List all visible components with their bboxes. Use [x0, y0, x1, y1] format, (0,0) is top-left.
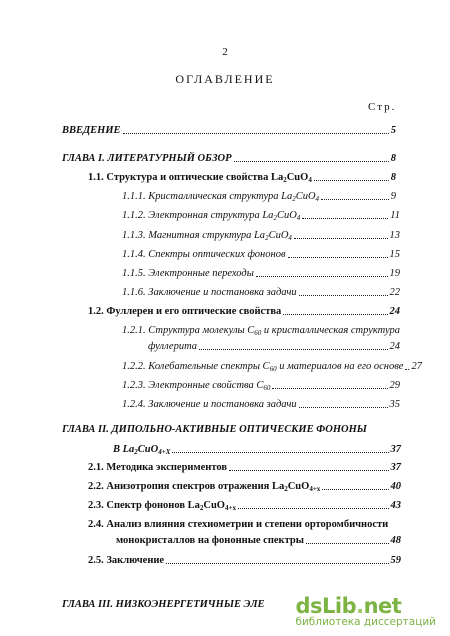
- toc-page: 59: [390, 555, 401, 566]
- toc-entry-chapter-1[interactable]: [62, 152, 396, 165]
- dslib-logo: dsLib.net: [295, 594, 402, 618]
- leader-dots: [321, 199, 389, 200]
- leader-dots: [322, 489, 388, 490]
- page-column-header: Стр.: [368, 101, 397, 113]
- toc-entry-1-1-1[interactable]: [122, 190, 396, 203]
- toc-page: 19: [389, 268, 400, 279]
- toc-page: 9: [390, 191, 396, 202]
- toc-entry-2-5[interactable]: [88, 554, 401, 567]
- toc-entry-1-1-3[interactable]: [122, 229, 400, 242]
- toc-entry-1-2-3[interactable]: [122, 379, 400, 392]
- toc-page: 24: [389, 306, 400, 317]
- leader-dots: [405, 369, 409, 370]
- leader-dots: [299, 407, 388, 408]
- leader-dots: [256, 276, 388, 277]
- leader-dots: [306, 543, 389, 544]
- toc-page: 37: [390, 462, 401, 473]
- watermark-tagline: библиотека диссертаций: [295, 616, 436, 628]
- toc-entry-2-2[interactable]: [88, 480, 401, 493]
- toc-label: 1.2.2. Колебательные спектры $С_{60}$ и материалов на его основе: [122, 361, 404, 373]
- toc-page: 15: [389, 249, 400, 260]
- leader-dots: [123, 133, 389, 134]
- toc-label: 1.2. Фуллерен и его оптические свойства: [88, 306, 282, 317]
- toc-entry-chapter-2[interactable]: [113, 443, 401, 456]
- toc-label: 2.5. Заключение: [88, 555, 165, 566]
- leader-dots: [288, 257, 388, 258]
- toc-page: 37: [390, 444, 401, 455]
- toc-entry-1-2-1[interactable]: [148, 340, 400, 353]
- toc-page: 35: [389, 399, 400, 410]
- leader-dots: [199, 349, 387, 350]
- dslib-watermark: [295, 594, 436, 628]
- toc-page: 40: [390, 481, 401, 492]
- toc-page: 5: [390, 125, 396, 136]
- toc-entry-1-1-5[interactable]: [122, 267, 400, 280]
- leader-dots: [299, 295, 388, 296]
- toc-entry-1-1-2[interactable]: [122, 209, 400, 222]
- toc-label: 1.2.3. Электронные свойства $С_{60}$: [122, 380, 271, 392]
- toc-label: 2.2. Анизотропия спектров отражения $La_2CuO_{4+x}$: [88, 481, 321, 493]
- toc-label: 1.1.3. Магнитная структура $La_2CuO_4$: [122, 230, 292, 242]
- toc-label: 1.1.2. Электронная структура $La_2CuO_4$: [122, 210, 301, 222]
- toc-label: фуллерита: [148, 341, 198, 352]
- toc-label: 1.1.4. Спектры оптических фононов: [122, 249, 286, 260]
- toc-entry-1-1-4[interactable]: [122, 248, 400, 261]
- toc-page: 29: [389, 380, 400, 391]
- leader-dots: [166, 563, 388, 564]
- leader-dots: [314, 180, 389, 181]
- toc-page: 43: [390, 500, 401, 511]
- toc-title: ОГЛАВЛЕНИЕ: [175, 72, 275, 86]
- toc-page: 13: [389, 230, 400, 241]
- toc-entry-1-1-6[interactable]: [122, 286, 400, 299]
- toc-entry-1-1[interactable]: [88, 171, 396, 184]
- toc-entry-2-1[interactable]: [88, 461, 401, 474]
- toc-entry-2-4[interactable]: [116, 534, 401, 547]
- toc-label: 1.1.1. Кристаллическая структура $La_2CuO_4$: [122, 191, 320, 203]
- toc-entry-chapter-2-line1[interactable]: ГЛАВА II. ДИПОЛЬНО-АКТИВНЫЕ ОПТИЧЕСКИЕ ФОНОНЫ: [62, 424, 367, 435]
- leader-dots: [302, 218, 388, 219]
- toc-entry-1-2[interactable]: [88, 305, 400, 318]
- toc-label: монокристаллов на фононные спектры: [116, 535, 304, 546]
- toc-page: 48: [390, 535, 401, 546]
- leader-dots: [238, 508, 389, 509]
- leader-dots: [283, 314, 387, 315]
- toc-page: 11: [390, 210, 400, 221]
- toc-label: В $La_2CuO_{4+X}$: [113, 444, 171, 456]
- toc-entry-1-2-2[interactable]: [122, 360, 422, 373]
- leader-dots: [234, 161, 389, 162]
- toc-entry-2-4-line1[interactable]: 2.4. Анализ влияния стехиометрии и степени орторомбичности: [88, 519, 389, 530]
- toc-page: 8: [390, 153, 396, 164]
- toc-label: 1.1.6. Заключение и постановка задачи: [122, 287, 297, 298]
- toc-label: 1.1.5. Электронные переходы: [122, 268, 254, 279]
- toc-label: ГЛАВА I. ЛИТЕРАТУРНЫЙ ОБЗОР: [62, 153, 232, 164]
- toc-page: 27: [411, 361, 422, 372]
- toc-entry-intro[interactable]: [62, 124, 396, 137]
- toc-entry-chapter-3[interactable]: ГЛАВА III. НИЗКОЭНЕРГЕТИЧНЫЕ ЭЛЕ: [62, 599, 265, 610]
- toc-label: 2.1. Методика экспериментов: [88, 462, 228, 473]
- toc-entry-1-2-1-line1[interactable]: 1.2.1. Структура молекулы $С_{60}$ и кристаллическая структура: [122, 325, 400, 337]
- page-number: 2: [222, 46, 228, 58]
- leader-dots: [272, 388, 387, 389]
- toc-entry-2-3[interactable]: [88, 499, 401, 512]
- leader-dots: [294, 238, 388, 239]
- toc-entry-1-2-4[interactable]: [122, 398, 400, 411]
- toc-page: 24: [389, 341, 400, 352]
- toc-label: 1.2.4. Заключение и постановка задачи: [122, 399, 297, 410]
- toc-page: 22: [389, 287, 400, 298]
- toc-label: 2.3. Спектр фононов $La_2CuO_{4+x}$: [88, 500, 236, 512]
- leader-dots: [172, 452, 388, 453]
- toc-page: 8: [390, 172, 396, 183]
- toc-label: ВВЕДЕНИЕ: [62, 125, 121, 136]
- leader-dots: [229, 470, 388, 471]
- toc-label: 1.1. Структура и оптические свойства $La_2CuO_4$: [88, 172, 312, 184]
